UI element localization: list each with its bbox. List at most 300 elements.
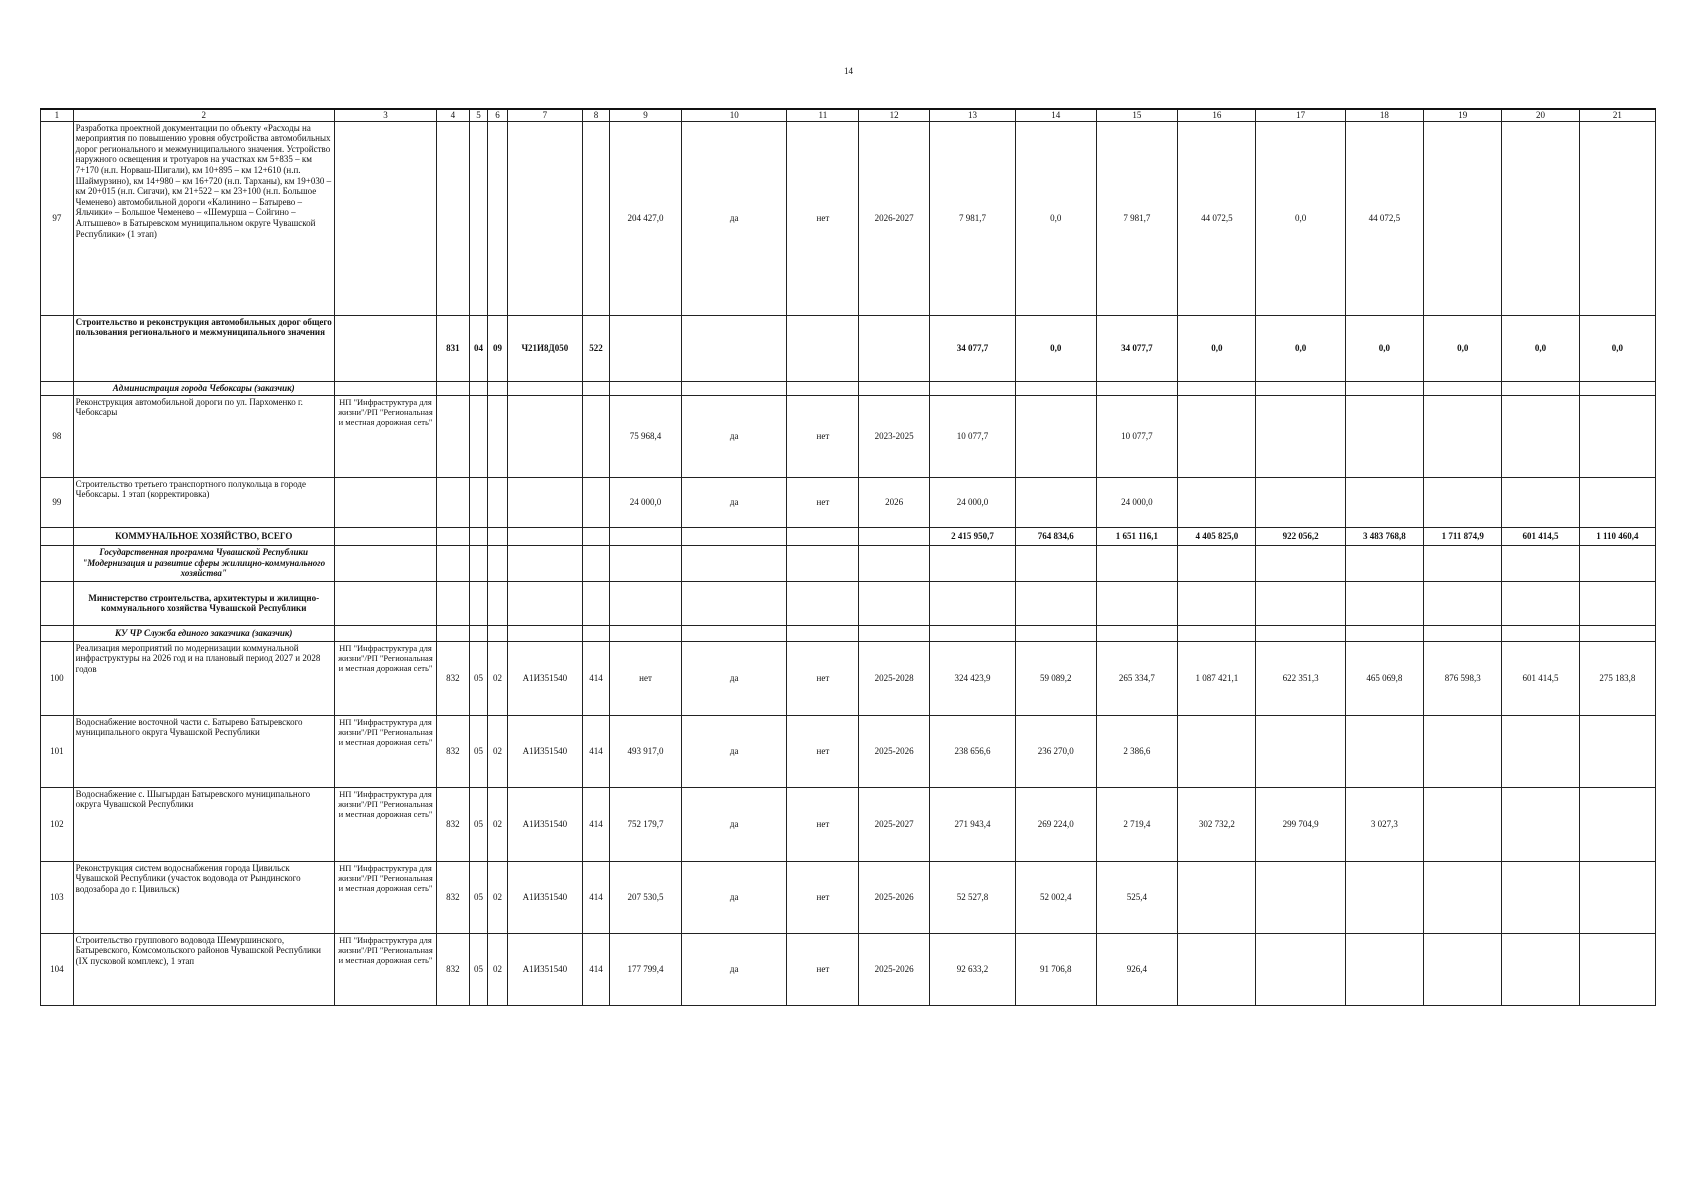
table-cell-col-4 bbox=[437, 581, 470, 625]
table-cell-col-8 bbox=[582, 625, 609, 641]
table-row bbox=[41, 933, 1656, 1005]
table-cell-col-10: да bbox=[681, 861, 787, 933]
column-header-16: 16 bbox=[1178, 109, 1256, 121]
table-row bbox=[41, 545, 1656, 581]
table-cell-col-5 bbox=[469, 395, 488, 477]
table-cell-col-15: 34 077,7 bbox=[1096, 315, 1178, 381]
table-cell-col-5: 04 bbox=[469, 315, 488, 381]
table-cell-col-12: 2026-2027 bbox=[859, 121, 930, 315]
table-cell-col-15: 2 386,6 bbox=[1096, 715, 1178, 787]
table-cell-col-14 bbox=[1016, 477, 1097, 527]
table-cell-col-14: 269 224,0 bbox=[1016, 787, 1097, 861]
table-cell-col-3 bbox=[334, 625, 436, 641]
table-cell-col-3 bbox=[334, 527, 436, 545]
table-cell-col-21 bbox=[1579, 933, 1655, 1005]
column-header-3: 3 bbox=[334, 109, 436, 121]
table-cell-col-18 bbox=[1345, 545, 1423, 581]
table-cell-col-19 bbox=[1424, 933, 1502, 1005]
table-cell-col-11 bbox=[787, 381, 859, 395]
table-cell-col-9 bbox=[610, 625, 682, 641]
table-cell-col-20 bbox=[1502, 381, 1579, 395]
table-cell-col-15 bbox=[1096, 381, 1178, 395]
table-cell-col-3: НП "Инфраструктура для жизни"/РП "Региональная и местная дорожная сеть" bbox=[334, 933, 436, 1005]
table-cell-col-20 bbox=[1502, 861, 1579, 933]
table-cell-col-6: 09 bbox=[488, 315, 508, 381]
table-cell-col-4: 832 bbox=[437, 933, 470, 1005]
table-cell-col-16: 1 087 421,1 bbox=[1178, 641, 1256, 715]
header-row bbox=[41, 109, 1656, 121]
table-cell-col-13: 238 656,6 bbox=[930, 715, 1016, 787]
table-cell-col-7 bbox=[507, 381, 582, 395]
table-cell-col-12 bbox=[859, 527, 930, 545]
table-cell-col-17: 0,0 bbox=[1256, 315, 1345, 381]
table-cell-col-4 bbox=[437, 477, 470, 527]
table-cell-col-7: А1И351540 bbox=[507, 933, 582, 1005]
table-cell-col-3: НП "Инфраструктура для жизни"/РП "Региональная и местная дорожная сеть" bbox=[334, 395, 436, 477]
table-cell-col-21 bbox=[1579, 395, 1655, 477]
table-cell-col-10 bbox=[681, 581, 787, 625]
table-cell-col-4: 831 bbox=[437, 315, 470, 381]
table-cell-col-6: 02 bbox=[488, 641, 508, 715]
table-cell-col-20 bbox=[1502, 787, 1579, 861]
table-cell-col-11: нет bbox=[787, 861, 859, 933]
table-cell-col-11: нет bbox=[787, 395, 859, 477]
table-cell-col-1 bbox=[41, 581, 74, 625]
table-cell-col-15 bbox=[1096, 545, 1178, 581]
table-cell-col-9: 752 179,7 bbox=[610, 787, 682, 861]
table-cell-col-14 bbox=[1016, 395, 1097, 477]
table-cell-col-17: 0,0 bbox=[1256, 121, 1345, 315]
table-cell-col-3 bbox=[334, 121, 436, 315]
table-cell-col-13: 92 633,2 bbox=[930, 933, 1016, 1005]
table-cell-col-13 bbox=[930, 545, 1016, 581]
table-cell-col-5: 05 bbox=[469, 787, 488, 861]
table-cell-col-8 bbox=[582, 581, 609, 625]
table-cell-col-9: 207 530,5 bbox=[610, 861, 682, 933]
column-header-2: 2 bbox=[73, 109, 334, 121]
table-cell-col-14: 764 834,6 bbox=[1016, 527, 1097, 545]
table-row bbox=[41, 477, 1656, 527]
table-cell-col-12 bbox=[859, 545, 930, 581]
table-cell-col-2: Реконструкция систем водоснабжения города Цивильск Чувашской Республики (участок водовода от Рындинского водозабора до г. Цивильск) bbox=[73, 861, 334, 933]
table-cell-col-13: 324 423,9 bbox=[930, 641, 1016, 715]
table-cell-col-16: 302 732,2 bbox=[1178, 787, 1256, 861]
table-row bbox=[41, 625, 1656, 641]
table-cell-col-13 bbox=[930, 581, 1016, 625]
table-cell-col-18 bbox=[1345, 381, 1423, 395]
table-row bbox=[41, 787, 1656, 861]
table-cell-col-3 bbox=[334, 315, 436, 381]
table-cell-col-21 bbox=[1579, 715, 1655, 787]
table-cell-col-16 bbox=[1178, 381, 1256, 395]
column-header-12: 12 bbox=[859, 109, 930, 121]
table-cell-col-4 bbox=[437, 545, 470, 581]
table-cell-col-10 bbox=[681, 381, 787, 395]
table-cell-col-14: 236 270,0 bbox=[1016, 715, 1097, 787]
table-cell-col-6 bbox=[488, 121, 508, 315]
column-header-11: 11 bbox=[787, 109, 859, 121]
table-cell-col-1 bbox=[41, 545, 74, 581]
table-cell-col-16: 44 072,5 bbox=[1178, 121, 1256, 315]
table-cell-col-4: 832 bbox=[437, 641, 470, 715]
table-cell-col-19 bbox=[1424, 581, 1502, 625]
table-cell-col-17 bbox=[1256, 381, 1345, 395]
table-cell-col-12 bbox=[859, 581, 930, 625]
table-cell-col-3: НП "Инфраструктура для жизни"/РП "Региональная и местная дорожная сеть" bbox=[334, 715, 436, 787]
table-cell-col-11 bbox=[787, 315, 859, 381]
table-cell-col-4: 832 bbox=[437, 715, 470, 787]
table-cell-col-16 bbox=[1178, 715, 1256, 787]
table-cell-col-1 bbox=[41, 625, 74, 641]
table-cell-col-11 bbox=[787, 545, 859, 581]
table-cell-col-21 bbox=[1579, 861, 1655, 933]
table-cell-col-9 bbox=[610, 581, 682, 625]
table-cell-col-1 bbox=[41, 527, 74, 545]
table-cell-col-8: 414 bbox=[582, 787, 609, 861]
table-cell-col-2: Водоснабжение восточной части с. Батырево Батыревского муниципального округа Чувашской Республики bbox=[73, 715, 334, 787]
table-cell-col-14: 59 089,2 bbox=[1016, 641, 1097, 715]
table-cell-col-2: Реконструкция автомобильной дороги по ул. Пархоменко г. Чебоксары bbox=[73, 395, 334, 477]
table-cell-col-1: 102 bbox=[41, 787, 74, 861]
table-cell-col-13: 10 077,7 bbox=[930, 395, 1016, 477]
table-cell-col-12 bbox=[859, 381, 930, 395]
table-cell-col-16 bbox=[1178, 581, 1256, 625]
table-cell-col-21 bbox=[1579, 787, 1655, 861]
table-cell-col-18 bbox=[1345, 625, 1423, 641]
table-cell-col-2: КОММУНАЛЬНОЕ ХОЗЯЙСТВО, ВСЕГО bbox=[73, 527, 334, 545]
table-cell-col-10: да bbox=[681, 395, 787, 477]
table-cell-col-7 bbox=[507, 581, 582, 625]
table-cell-col-6: 02 bbox=[488, 861, 508, 933]
table-cell-col-9: 177 799,4 bbox=[610, 933, 682, 1005]
table-cell-col-2: Администрация города Чебоксары (заказчик) bbox=[73, 381, 334, 395]
table-cell-col-6: 02 bbox=[488, 933, 508, 1005]
table-cell-col-21: 275 183,8 bbox=[1579, 641, 1655, 715]
table-cell-col-20 bbox=[1502, 477, 1579, 527]
table-cell-col-18 bbox=[1345, 581, 1423, 625]
table-cell-col-15 bbox=[1096, 581, 1178, 625]
table-cell-col-2: Министерство строительства, архитектуры и жилищно-коммунального хозяйства Чувашской Республики bbox=[73, 581, 334, 625]
table-cell-col-6 bbox=[488, 545, 508, 581]
table-cell-col-16 bbox=[1178, 933, 1256, 1005]
table-cell-col-19: 1 711 874,9 bbox=[1424, 527, 1502, 545]
table-cell-col-12: 2026 bbox=[859, 477, 930, 527]
table-cell-col-21 bbox=[1579, 625, 1655, 641]
column-header-7: 7 bbox=[507, 109, 582, 121]
table-cell-col-21: 0,0 bbox=[1579, 315, 1655, 381]
table-cell-col-10: да bbox=[681, 121, 787, 315]
table-cell-col-16 bbox=[1178, 477, 1256, 527]
table-cell-col-9: 493 917,0 bbox=[610, 715, 682, 787]
table-cell-col-1: 97 bbox=[41, 121, 74, 315]
table-cell-col-4: 832 bbox=[437, 787, 470, 861]
table-cell-col-7 bbox=[507, 395, 582, 477]
table-cell-col-15: 7 981,7 bbox=[1096, 121, 1178, 315]
table-cell-col-16 bbox=[1178, 545, 1256, 581]
table-cell-col-15: 10 077,7 bbox=[1096, 395, 1178, 477]
table-cell-col-4 bbox=[437, 121, 470, 315]
table-cell-col-8 bbox=[582, 381, 609, 395]
table-cell-col-20 bbox=[1502, 581, 1579, 625]
table-cell-col-7 bbox=[507, 477, 582, 527]
column-header-21: 21 bbox=[1579, 109, 1655, 121]
table-cell-col-12: 2025-2026 bbox=[859, 933, 930, 1005]
table-cell-col-15: 926,4 bbox=[1096, 933, 1178, 1005]
table-cell-col-19 bbox=[1424, 861, 1502, 933]
table-cell-col-8 bbox=[582, 545, 609, 581]
column-header-18: 18 bbox=[1345, 109, 1423, 121]
table-cell-col-6 bbox=[488, 581, 508, 625]
table-cell-col-4 bbox=[437, 395, 470, 477]
table-cell-col-5 bbox=[469, 381, 488, 395]
table-cell-col-2: Строительство и реконструкция автомобильных дорог общего пользования регионального и межмуниципального значения bbox=[73, 315, 334, 381]
table-cell-col-3 bbox=[334, 477, 436, 527]
table-cell-col-10 bbox=[681, 545, 787, 581]
table-cell-col-10 bbox=[681, 625, 787, 641]
table-cell-col-20 bbox=[1502, 121, 1579, 315]
table-cell-col-7: А1И351540 bbox=[507, 861, 582, 933]
table-cell-col-9: 24 000,0 bbox=[610, 477, 682, 527]
table-row bbox=[41, 121, 1656, 315]
table-cell-col-17 bbox=[1256, 861, 1345, 933]
table-cell-col-18: 3 483 768,8 bbox=[1345, 527, 1423, 545]
table-cell-col-6 bbox=[488, 625, 508, 641]
table-cell-col-19 bbox=[1424, 121, 1502, 315]
table-cell-col-14: 52 002,4 bbox=[1016, 861, 1097, 933]
table-cell-col-9: 204 427,0 bbox=[610, 121, 682, 315]
table-cell-col-1: 103 bbox=[41, 861, 74, 933]
table-cell-col-4 bbox=[437, 527, 470, 545]
table-cell-col-13: 34 077,7 bbox=[930, 315, 1016, 381]
table-row bbox=[41, 715, 1656, 787]
table-cell-col-19 bbox=[1424, 477, 1502, 527]
table-cell-col-13 bbox=[930, 381, 1016, 395]
table-cell-col-2: КУ ЧР Служба единого заказчика (заказчик) bbox=[73, 625, 334, 641]
budget-table bbox=[40, 108, 1656, 1006]
table-cell-col-7: А1И351540 bbox=[507, 715, 582, 787]
table-cell-col-14 bbox=[1016, 581, 1097, 625]
table-cell-col-15: 2 719,4 bbox=[1096, 787, 1178, 861]
column-header-15: 15 bbox=[1096, 109, 1178, 121]
table-cell-col-14: 0,0 bbox=[1016, 121, 1097, 315]
table-cell-col-21 bbox=[1579, 545, 1655, 581]
column-header-5: 5 bbox=[469, 109, 488, 121]
table-cell-col-14 bbox=[1016, 381, 1097, 395]
table-cell-col-3: НП "Инфраструктура для жизни"/РП "Региональная и местная дорожная сеть" bbox=[334, 861, 436, 933]
table-cell-col-17: 299 704,9 bbox=[1256, 787, 1345, 861]
column-header-13: 13 bbox=[930, 109, 1016, 121]
table-cell-col-17 bbox=[1256, 395, 1345, 477]
table-row bbox=[41, 381, 1656, 395]
table-cell-col-20 bbox=[1502, 545, 1579, 581]
table-cell-col-16 bbox=[1178, 625, 1256, 641]
table-cell-col-16: 0,0 bbox=[1178, 315, 1256, 381]
table-cell-col-5 bbox=[469, 527, 488, 545]
table-cell-col-19 bbox=[1424, 395, 1502, 477]
table-cell-col-6 bbox=[488, 477, 508, 527]
table-cell-col-19 bbox=[1424, 381, 1502, 395]
table-row bbox=[41, 581, 1656, 625]
table-cell-col-9: 75 968,4 bbox=[610, 395, 682, 477]
table-cell-col-18 bbox=[1345, 477, 1423, 527]
column-header-4: 4 bbox=[437, 109, 470, 121]
table-row bbox=[41, 527, 1656, 545]
table-cell-col-5: 05 bbox=[469, 933, 488, 1005]
table-cell-col-19 bbox=[1424, 787, 1502, 861]
table-cell-col-8 bbox=[582, 527, 609, 545]
table-cell-col-8: 522 bbox=[582, 315, 609, 381]
table-cell-col-11: нет bbox=[787, 715, 859, 787]
table-cell-col-17 bbox=[1256, 625, 1345, 641]
table-cell-col-21 bbox=[1579, 477, 1655, 527]
table-cell-col-14: 91 706,8 bbox=[1016, 933, 1097, 1005]
table-row bbox=[41, 861, 1656, 933]
table-cell-col-5: 05 bbox=[469, 715, 488, 787]
table-cell-col-1: 104 bbox=[41, 933, 74, 1005]
table-cell-col-2: Строительство третьего транспортного полукольца в городе Чебоксары. 1 этап (корректировка) bbox=[73, 477, 334, 527]
table-cell-col-2: Государственная программа Чувашской Республики "Модернизация и развитие сферы жилищно-коммунального хозяйства" bbox=[73, 545, 334, 581]
table-cell-col-12: 2025-2026 bbox=[859, 715, 930, 787]
page-number: 14 bbox=[844, 66, 853, 76]
table-cell-col-1 bbox=[41, 381, 74, 395]
table-cell-col-3 bbox=[334, 581, 436, 625]
table-cell-col-15: 24 000,0 bbox=[1096, 477, 1178, 527]
table-cell-col-10: да bbox=[681, 641, 787, 715]
table-cell-col-6 bbox=[488, 527, 508, 545]
column-header-17: 17 bbox=[1256, 109, 1345, 121]
table-cell-col-12: 2023-2025 bbox=[859, 395, 930, 477]
table-cell-col-20 bbox=[1502, 715, 1579, 787]
table-cell-col-11 bbox=[787, 581, 859, 625]
table-cell-col-20: 0,0 bbox=[1502, 315, 1579, 381]
table-cell-col-10: да bbox=[681, 715, 787, 787]
table-cell-col-1: 99 bbox=[41, 477, 74, 527]
table-cell-col-10: да bbox=[681, 933, 787, 1005]
table-cell-col-11: нет bbox=[787, 477, 859, 527]
table-cell-col-11: нет bbox=[787, 641, 859, 715]
table-cell-col-13: 271 943,4 bbox=[930, 787, 1016, 861]
table-cell-col-14 bbox=[1016, 545, 1097, 581]
table-cell-col-4 bbox=[437, 625, 470, 641]
table-cell-col-16 bbox=[1178, 861, 1256, 933]
table-cell-col-20: 601 414,5 bbox=[1502, 527, 1579, 545]
table-cell-col-21: 1 110 460,4 bbox=[1579, 527, 1655, 545]
table-cell-col-11: нет bbox=[787, 121, 859, 315]
table-cell-col-10 bbox=[681, 315, 787, 381]
table-cell-col-21 bbox=[1579, 121, 1655, 315]
table-cell-col-6 bbox=[488, 381, 508, 395]
table-body bbox=[41, 121, 1656, 1005]
table-cell-col-5 bbox=[469, 625, 488, 641]
table-cell-col-11 bbox=[787, 527, 859, 545]
table-cell-col-20 bbox=[1502, 625, 1579, 641]
table-cell-col-9 bbox=[610, 545, 682, 581]
table-cell-col-4: 832 bbox=[437, 861, 470, 933]
table-cell-col-7: А1И351540 bbox=[507, 787, 582, 861]
table-cell-col-15: 1 651 116,1 bbox=[1096, 527, 1178, 545]
table-cell-col-8: 414 bbox=[582, 715, 609, 787]
table-cell-col-18: 44 072,5 bbox=[1345, 121, 1423, 315]
table-cell-col-7: А1И351540 bbox=[507, 641, 582, 715]
table-cell-col-2: Строительство группового водовода Шемуршинского, Батыревского, Комсомольского районов Чувашской Республики (IX пусковой комплекс), 1 этап bbox=[73, 933, 334, 1005]
table-cell-col-11: нет bbox=[787, 787, 859, 861]
table-cell-col-2: Разработка проектной документации по объекту «Расходы на мероприятия по повышению уровня обустройства автомобильных дорог регионального и межмуниципального значения. Устройство наружного освещения и тротуаров на участках км 5+835 – км 7+170 (н.п. Норваш-Шигали), км 10+895 – км 12+610 (н.п. Шаймурзино), км 14+980 – км 16+720 (н.п. Тарханы), км 19+030 – км 20+015 (н.п. Сигачи), км 21+522 – км 23+100 (н.п. Большое Чеменево) автомобильной дороги «Калинино – Батырево – Яльчики» – Большое Чеменево – «Шемурша – Сойгино – Алтышево» в Батыревском муниципальном округе Чувашской Республики» (1 этап) bbox=[73, 121, 334, 315]
table-cell-col-13: 52 527,8 bbox=[930, 861, 1016, 933]
table-cell-col-12: 2025-2027 bbox=[859, 787, 930, 861]
table-row bbox=[41, 315, 1656, 381]
table-cell-col-7 bbox=[507, 545, 582, 581]
table-cell-col-13: 2 415 950,7 bbox=[930, 527, 1016, 545]
table-cell-col-17 bbox=[1256, 933, 1345, 1005]
table-cell-col-13: 24 000,0 bbox=[930, 477, 1016, 527]
table-cell-col-1: 101 bbox=[41, 715, 74, 787]
table-cell-col-1 bbox=[41, 315, 74, 381]
table-cell-col-13 bbox=[930, 625, 1016, 641]
table-cell-col-19: 876 598,3 bbox=[1424, 641, 1502, 715]
table-cell-col-5: 05 bbox=[469, 641, 488, 715]
table-cell-col-15: 265 334,7 bbox=[1096, 641, 1178, 715]
column-header-10: 10 bbox=[681, 109, 787, 121]
table-cell-col-16: 4 405 825,0 bbox=[1178, 527, 1256, 545]
table-cell-col-8 bbox=[582, 477, 609, 527]
table-cell-col-12: 2025-2028 bbox=[859, 641, 930, 715]
table-cell-col-18 bbox=[1345, 715, 1423, 787]
table-cell-col-18: 465 069,8 bbox=[1345, 641, 1423, 715]
table-cell-col-8: 414 bbox=[582, 933, 609, 1005]
table-cell-col-16 bbox=[1178, 395, 1256, 477]
column-header-9: 9 bbox=[610, 109, 682, 121]
table-cell-col-7: Ч21И8Д050 bbox=[507, 315, 582, 381]
table-cell-col-7 bbox=[507, 121, 582, 315]
table-cell-col-9 bbox=[610, 315, 682, 381]
table-cell-col-10: да bbox=[681, 477, 787, 527]
table-cell-col-2: Реализация мероприятий по модернизации коммунальной инфраструктуры на 2026 год и на плановый период 2027 и 2028 годов bbox=[73, 641, 334, 715]
column-header-1: 1 bbox=[41, 109, 74, 121]
table-cell-col-5: 05 bbox=[469, 861, 488, 933]
table-cell-col-17: 622 351,3 bbox=[1256, 641, 1345, 715]
column-header-20: 20 bbox=[1502, 109, 1579, 121]
table-cell-col-17 bbox=[1256, 715, 1345, 787]
table-cell-col-3: НП "Инфраструктура для жизни"/РП "Региональная и местная дорожная сеть" bbox=[334, 787, 436, 861]
table-cell-col-15: 525,4 bbox=[1096, 861, 1178, 933]
table-cell-col-18 bbox=[1345, 861, 1423, 933]
table-cell-col-7 bbox=[507, 527, 582, 545]
table-cell-col-20: 601 414,5 bbox=[1502, 641, 1579, 715]
table-cell-col-21 bbox=[1579, 381, 1655, 395]
table-cell-col-6: 02 bbox=[488, 715, 508, 787]
table-cell-col-2: Водоснабжение с. Шыгырдан Батыревского муниципального округа Чувашской Республики bbox=[73, 787, 334, 861]
table-cell-col-20 bbox=[1502, 933, 1579, 1005]
table-cell-col-1: 100 bbox=[41, 641, 74, 715]
table-cell-col-8: 414 bbox=[582, 861, 609, 933]
table-cell-col-4 bbox=[437, 381, 470, 395]
table-cell-col-14 bbox=[1016, 625, 1097, 641]
table-cell-col-10: да bbox=[681, 787, 787, 861]
table-row bbox=[41, 395, 1656, 477]
column-header-19: 19 bbox=[1424, 109, 1502, 121]
table-cell-col-17 bbox=[1256, 581, 1345, 625]
table-cell-col-5 bbox=[469, 121, 488, 315]
table-cell-col-8 bbox=[582, 121, 609, 315]
table-cell-col-5 bbox=[469, 545, 488, 581]
table-cell-col-11 bbox=[787, 625, 859, 641]
table-cell-col-13: 7 981,7 bbox=[930, 121, 1016, 315]
table-cell-col-1: 98 bbox=[41, 395, 74, 477]
table-cell-col-8 bbox=[582, 395, 609, 477]
table-cell-col-17: 922 056,2 bbox=[1256, 527, 1345, 545]
table-cell-col-9: нет bbox=[610, 641, 682, 715]
table-cell-col-19 bbox=[1424, 715, 1502, 787]
